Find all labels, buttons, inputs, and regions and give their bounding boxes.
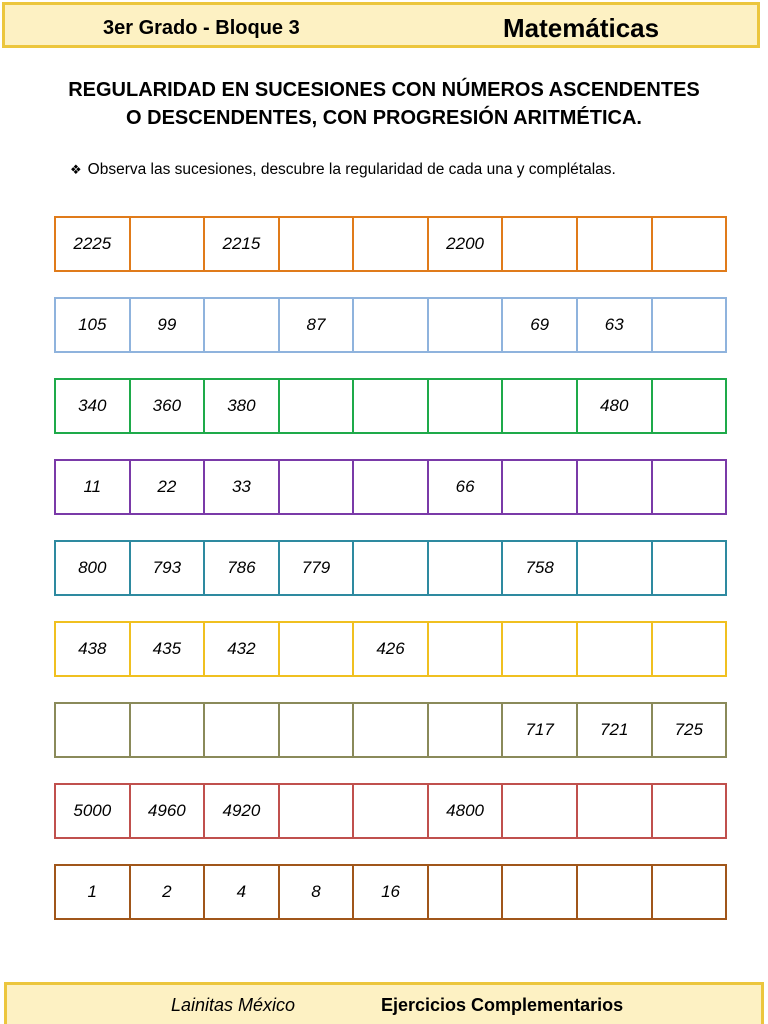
- blank-cell[interactable]: [576, 621, 653, 677]
- number-cell: 4960: [129, 783, 206, 839]
- blank-cell[interactable]: [352, 297, 429, 353]
- number-cell: 63: [576, 297, 653, 353]
- blank-cell[interactable]: [427, 297, 504, 353]
- number-cell: 1: [54, 864, 131, 920]
- blank-cell[interactable]: [501, 216, 578, 272]
- blank-cell[interactable]: [427, 540, 504, 596]
- grade-label: 3er Grado - Bloque 3: [103, 17, 300, 39]
- number-cell: 426: [352, 621, 429, 677]
- blank-cell[interactable]: [352, 702, 429, 758]
- number-cell: 758: [501, 540, 578, 596]
- title-line-1: REGULARIDAD EN SUCESIONES CON NÚMEROS ASCENDENTES: [68, 79, 700, 101]
- instruction: [70, 161, 616, 179]
- blank-cell[interactable]: [352, 540, 429, 596]
- blank-cell[interactable]: [576, 540, 653, 596]
- number-cell: 432: [203, 621, 280, 677]
- footer-label: Ejercicios Complementarios: [381, 995, 624, 1015]
- header-banner: [2, 2, 760, 48]
- number-cell: 360: [129, 378, 206, 434]
- sequence-row-9: [54, 864, 727, 920]
- number-cell: 87: [278, 297, 355, 353]
- blank-cell[interactable]: [352, 459, 429, 515]
- number-cell: 2215: [203, 216, 280, 272]
- blank-cell[interactable]: [651, 297, 728, 353]
- instruction-text: Observa las sucesiones, descubre la regularidad de cada una y complétalas.: [87, 161, 616, 178]
- blank-cell[interactable]: [651, 783, 728, 839]
- blank-cell[interactable]: [501, 378, 578, 434]
- sequence-row-1: [54, 216, 727, 272]
- diamond-bullet-icon: ❖: [70, 162, 82, 177]
- blank-cell[interactable]: [54, 702, 131, 758]
- blank-cell[interactable]: [576, 783, 653, 839]
- blank-cell[interactable]: [278, 216, 355, 272]
- number-cell: 480: [576, 378, 653, 434]
- blank-cell[interactable]: [129, 702, 206, 758]
- blank-cell[interactable]: [278, 621, 355, 677]
- number-cell: 2200: [427, 216, 504, 272]
- blank-cell[interactable]: [576, 459, 653, 515]
- number-cell: 8: [278, 864, 355, 920]
- number-cell: 2: [129, 864, 206, 920]
- footer-banner: [4, 982, 764, 1024]
- number-cell: 11: [54, 459, 131, 515]
- sequence-row-2: [54, 297, 727, 353]
- number-cell: 380: [203, 378, 280, 434]
- blank-cell[interactable]: [278, 378, 355, 434]
- sequence-row-3: [54, 378, 727, 434]
- blank-cell[interactable]: [278, 783, 355, 839]
- blank-cell[interactable]: [501, 621, 578, 677]
- footer-author: Lainitas México: [171, 995, 296, 1015]
- blank-cell[interactable]: [576, 864, 653, 920]
- number-cell: 105: [54, 297, 131, 353]
- blank-cell[interactable]: [651, 459, 728, 515]
- number-cell: 793: [129, 540, 206, 596]
- blank-cell[interactable]: [651, 378, 728, 434]
- number-cell: 438: [54, 621, 131, 677]
- sequence-row-8: [54, 783, 727, 839]
- subject-title: Matemáticas: [503, 13, 660, 43]
- blank-cell[interactable]: [576, 216, 653, 272]
- blank-cell[interactable]: [352, 216, 429, 272]
- number-cell: 2225: [54, 216, 131, 272]
- number-cell: 99: [129, 297, 206, 353]
- blank-cell[interactable]: [501, 783, 578, 839]
- number-cell: 721: [576, 702, 653, 758]
- blank-cell[interactable]: [427, 378, 504, 434]
- blank-cell[interactable]: [203, 297, 280, 353]
- number-cell: 33: [203, 459, 280, 515]
- number-cell: 22: [129, 459, 206, 515]
- sequence-row-4: [54, 459, 727, 515]
- number-cell: 340: [54, 378, 131, 434]
- blank-cell[interactable]: [501, 864, 578, 920]
- page-title: [0, 76, 768, 132]
- number-cell: 4920: [203, 783, 280, 839]
- number-cell: 69: [501, 297, 578, 353]
- blank-cell[interactable]: [352, 783, 429, 839]
- sequence-row-7: [54, 702, 727, 758]
- blank-cell[interactable]: [651, 621, 728, 677]
- blank-cell[interactable]: [278, 459, 355, 515]
- blank-cell[interactable]: [427, 864, 504, 920]
- number-cell: 66: [427, 459, 504, 515]
- blank-cell[interactable]: [501, 459, 578, 515]
- blank-cell[interactable]: [651, 864, 728, 920]
- blank-cell[interactable]: [427, 621, 504, 677]
- sequence-row-5: [54, 540, 727, 596]
- blank-cell[interactable]: [352, 378, 429, 434]
- number-cell: 800: [54, 540, 131, 596]
- number-cell: 16: [352, 864, 429, 920]
- blank-cell[interactable]: [651, 540, 728, 596]
- number-cell: 435: [129, 621, 206, 677]
- number-cell: 4: [203, 864, 280, 920]
- blank-cell[interactable]: [129, 216, 206, 272]
- blank-cell[interactable]: [203, 702, 280, 758]
- number-cell: 725: [651, 702, 728, 758]
- number-cell: 5000: [54, 783, 131, 839]
- number-cell: 4800: [427, 783, 504, 839]
- blank-cell[interactable]: [427, 702, 504, 758]
- number-cell: 786: [203, 540, 280, 596]
- blank-cell[interactable]: [278, 702, 355, 758]
- blank-cell[interactable]: [651, 216, 728, 272]
- title-line-2: O DESCENDENTES, CON PROGRESIÓN ARITMÉTICA.: [126, 107, 642, 129]
- sequence-row-6: [54, 621, 727, 677]
- number-cell: 717: [501, 702, 578, 758]
- number-cell: 779: [278, 540, 355, 596]
